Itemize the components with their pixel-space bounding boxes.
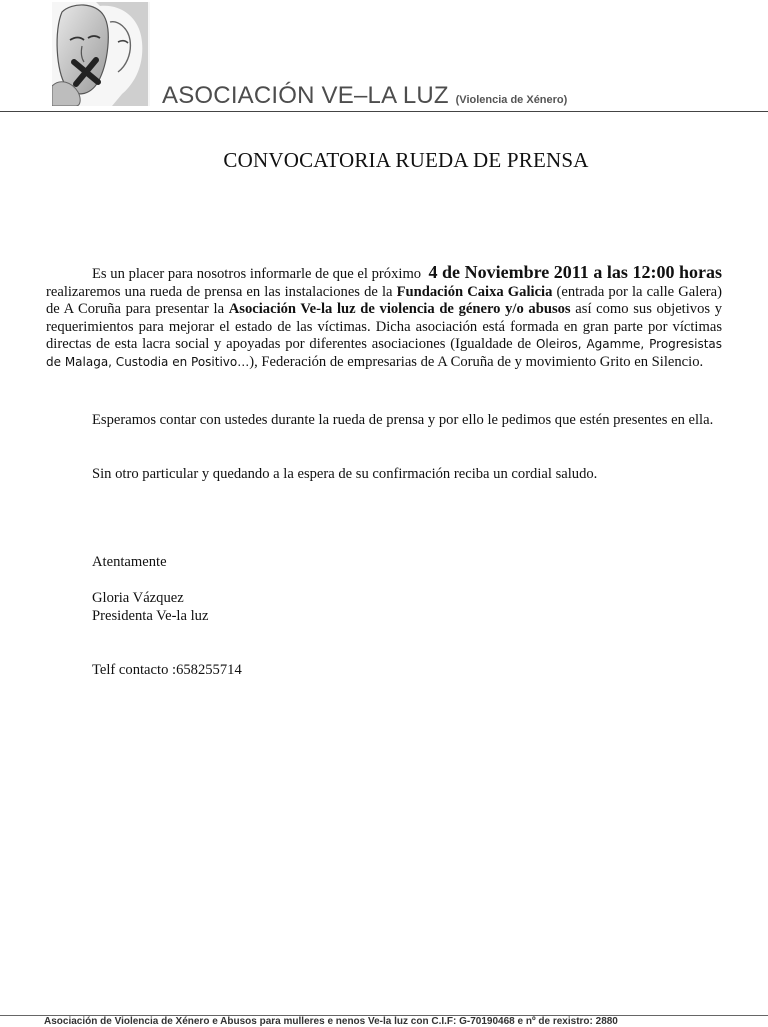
announcement-text-2: (entrada por la calle Galera) de A Coruña para presentar la bbox=[46, 283, 723, 318]
masked-face-logo-icon bbox=[52, 2, 150, 106]
announcement-text-1: realizaremos una rueda de prensa en las instalaciones de la bbox=[46, 283, 393, 300]
supporting-organizations: Oleiros, Agamme, Progresistas de Malaga, Custodia en Positivo… bbox=[46, 337, 723, 369]
announcement-text-4: ), Federación de empresarias de A Coruña de y movimiento Grito en Silencio. bbox=[249, 353, 704, 370]
closing-salutation: Atentamente bbox=[92, 554, 167, 570]
announcement-text-3: así como sus objetivos y requerimientos para mejorar el estado de las víctimas. Dicha asociación está formada en gran parte por víctimas directas de esta lacra social y apoyadas por diferentes asociaciones (Igualdade de bbox=[46, 301, 723, 353]
invitation-text: Esperamos contar con ustedes durante la rueda de prensa y por ello le pedimos que estén presentes en ella. bbox=[92, 412, 714, 428]
signer-name: Gloria Vázquez bbox=[92, 590, 184, 606]
association-name: Asociación Ve-la luz de violencia de género y/o abusos bbox=[228, 301, 571, 318]
venue-name: Fundación Caixa Galicia bbox=[396, 283, 553, 300]
paragraph-announcement bbox=[46, 264, 722, 372]
organization-title: ASOCIACIÓN VE–LA LUZ bbox=[162, 82, 449, 109]
organization-subtitle: (Violencia de Xénero) bbox=[455, 94, 568, 106]
document-title: CONVOCATORIA RUEDA DE PRENSA bbox=[223, 148, 589, 172]
footer-registration: Asociación de Violencia de Xénero e Abusos para mulleres e nenos Ve-la luz con C.I.F: G-70190468 e nº de rexistro: 2880 bbox=[44, 1016, 618, 1027]
contact-phone: Telf contacto :658255714 bbox=[92, 662, 242, 678]
header-divider bbox=[0, 111, 768, 112]
paragraph-closing: Sin otro particular y quedando a la espera de su confirmación reciba un cordial saludo. bbox=[92, 466, 598, 482]
organization-name bbox=[162, 82, 567, 110]
paragraph-invitation bbox=[46, 412, 722, 430]
signer-title: Presidenta Ve-la luz bbox=[92, 608, 209, 624]
announcement-intro: Es un placer para nosotros informarle de que el próximo bbox=[92, 266, 422, 282]
event-date: 4 de Noviembre 2011 a las 12:00 horas bbox=[428, 262, 722, 282]
